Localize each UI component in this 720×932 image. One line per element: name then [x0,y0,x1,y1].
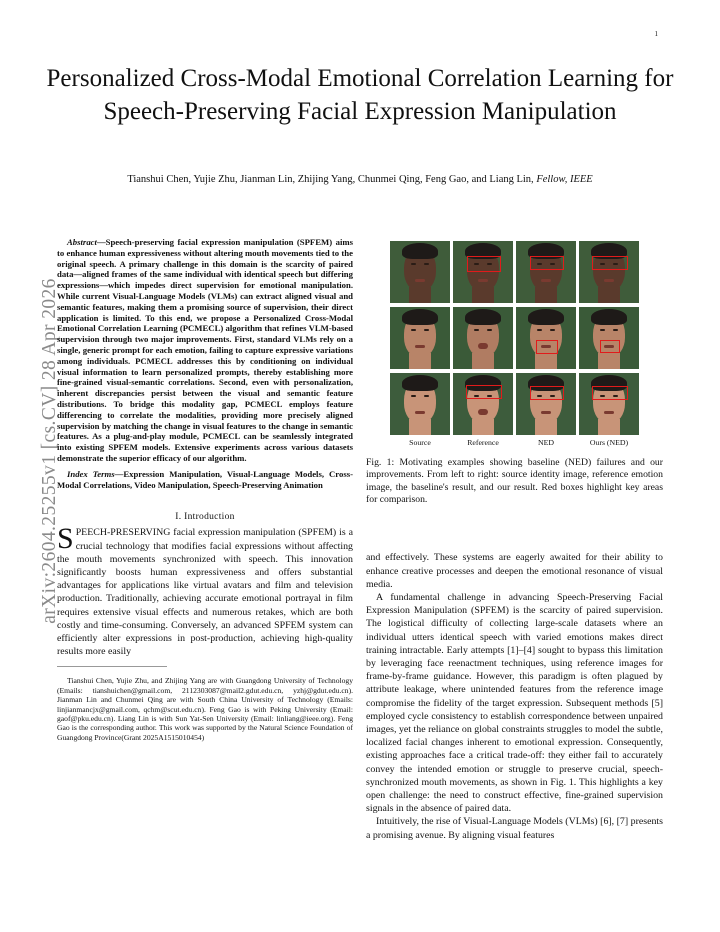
figure-face-r1-c4 [579,241,639,303]
paragraph-vlm-intuition: Intuitively, the rise of Visual-Language Models (VLMs) [6], [7] presents a promising avenue. By aligning visual features [366,816,663,841]
index-terms-text: —Expression Manipulation, Visual-Language Models, Cross-Modal Correlations, Video Manipulation, Speech-Preserving Animation [57,468,353,490]
paragraph-continuation: and effectively. These systems are eagerly awaited for their ability to enhance creative processes and deepen the emotional resonance of visual media. [366,552,663,590]
author-names: Tianshui Chen, Yujie Zhu, Jianman Lin, Zhijing Yang, Chunmei Qing, Feng Gao, and Liang Lin, [127,174,534,185]
figure-face-r2-c3 [516,307,576,369]
author-fellow-suffix: Fellow, IEEE [536,174,593,185]
highlight-box [530,386,564,400]
highlight-box [466,385,502,399]
figure-face-r2-c2 [453,307,513,369]
index-terms-label: Index Terms [67,468,115,479]
highlight-box [467,256,501,272]
figure-1-column-labels [366,438,663,447]
highlight-box [592,386,628,400]
figure-face-r1-c1 [390,241,450,303]
figure-face-r1-c2 [453,241,513,303]
page-number: 1 [654,30,658,38]
figure-face-r3-c2 [453,373,513,435]
abstract-label: Abstract [67,237,97,247]
author-affiliation-footnote: Tianshui Chen, Yujie Zhu, and Zhijing Yang are with Guangdong University of Technology (Emails: tianshuichen@gmail.com, 2112303087@mail2.gdut.edu.cn, yzhj@gdut.edu.cn). Jianman Lin and Chunmei Qing are with South China University of Technology (Emails: linjianmancjx@gmail.com, qchm@scut.edu.cn). Feng Gao is with Peking University (Email: gaof@pku.edu.cn). Liang Lin is with Sun Yat-Sen University (Email: linliang@ieee.org). Feng Gao is the corresponding author. This work was supported by the Natural Science Foundation of Guangdong Province(Grant 2025A1515010454) [57,676,353,742]
label-reference: Reference [467,438,499,447]
paragraph-fundamental-challenge: A fundamental challenge in advancing Speech-Preserving Facial Expression Manipulation (SPFEM) is the scarcity of paired supervision. The logistical difficulty of collecting large-scale datasets where an individual utters identical speech with varied emotions makes direct training intractable. Early attempts [1]–[4] sought to bypass this limitation by leveraging face reenactment techniques, using reference images for frame-by-frame guidance. However, this paradigm is often plagued by attribute leakage, where unintended features from the reference image compromise the fidelity of the target expression. Subsequent methods [5] employed cycle consistency to establish correspondence between unpaired images, yet the reliance on global constraints struggles to model the subtle, localized facial changes inherent to emotional expression. Consequently, existing approaches face a critical trade-off: they either fail to accurately convey the intended emotion or struggle to preserve crucial, speech-synchronized mouth movements, as shown in Fig. 1. This highlights a key open challenge: the need to construct effective, fine-grained supervision signals in the absence of paired data. [366,591,663,815]
abstract-text: —Speech-preserving facial expression manipulation (SPFEM) aims to enhance human expressiveness without altering mouth movements tied to the original speech. A primary challenge in this domain is the scarcity of paired data—aligned frames of the same individual with identical speech but differing expressions—which impedes direct supervision for emotional manipulation. While current Visual-Language Models (VLMs) can extract aligned visual and semantic features, making them a promising source of supervision, their direct application is limited. To this end, we propose a Personalized Cross-Modal Emotional Correlation Learning (PCMECL) algorithm that refines VLM-based supervision through two major improvements. First, standard VLMs rely on a single, generic prompt for each emotion, failing to capture expressive variations among individuals. PCMECL addresses this by conditioning on individual visual information to learn personalized prompts, thereby establishing more fine-grained visual-semantic correlations. Second, even with personalization, inherent discrepancies persist between the visual and semantic feature distributions. To bridge this modality gap, PCMECL employs feature differencing to correlate the modalities, providing more precisely aligned supervision by matching the change in visual features to the change in semantic features. As a plug-and-play module, PCMECL can be seamlessly integrated into existing SPFEM models. Extensive experiments across various datasets demonstrate the superior efficacy of our algorithm. [57,237,353,463]
figure-1-image-grid [366,241,663,435]
abstract [57,237,353,464]
label-source: Source [409,438,431,447]
intro-paragraph-text: PEECH-PRESERVING facial expression manipulation (SPFEM) is a crucial technology that modifies facial expressions without affecting the mouth movements synchronized with speech. This innovation significantly boosts human expressiveness and offers substantial advantages for applications like virtual avatars and film and television production. Traditionally, achieving accurate emotional portrayal in film requires extensive visual effects and numerous retakes, which are both costly and time-consuming. Conversely, an advanced SPFEM system can efficiently alter expressions in post-production, achieving high-quality results more easily [57,527,353,658]
highlight-box [600,340,620,353]
figure-face-r3-c4 [579,373,639,435]
highlight-box [592,256,628,270]
label-ned: NED [537,438,555,447]
left-column [57,237,353,750]
index-terms [57,469,353,491]
figure-face-r1-c3 [516,241,576,303]
figure-face-r2-c4 [579,307,639,369]
right-column [366,237,663,842]
figure-face-r3-c3 [516,373,576,435]
section-heading-introduction: I. Introduction [175,512,235,523]
dropcap-letter: S [57,522,74,556]
figure-1-caption: Fig. 1: Motivating examples showing baseline (NED) failures and our improvements. From left to right: source identity image, reference emotion image, the baseline's result, and our result. Red boxes highlight key areas for comparison. [366,457,663,506]
paper-title: Personalized Cross-Modal Emotional Correlation Learning for Speech-Preserving Facial Expression Manipulation [46,65,674,125]
highlight-box [536,340,558,354]
figure-face-r2-c1 [390,307,450,369]
arxiv-watermark: arXiv:2604.25255v1 [cs.CV] 28 Apr 2026 [39,278,60,624]
intro-paragraph [57,522,353,658]
highlight-box [530,256,564,270]
footnote-rule [57,666,167,667]
author-list [40,174,680,185]
label-ours-ned: Ours (NED) [589,438,629,447]
figure-face-r3-c1 [390,373,450,435]
